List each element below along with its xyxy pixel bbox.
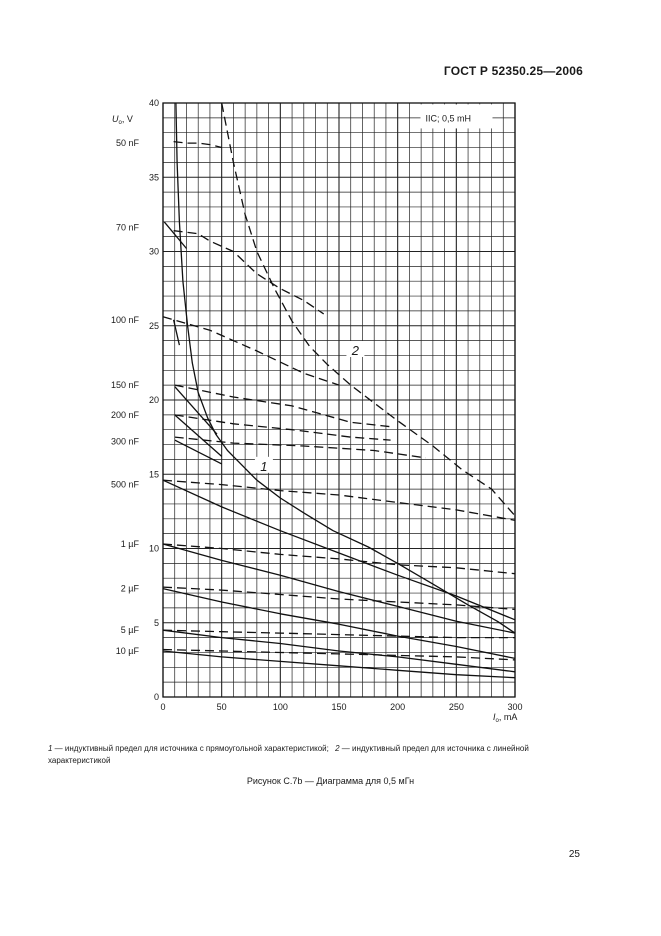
capacitance-label: 10 µF: [115, 645, 139, 656]
x-tick-label: 100: [272, 702, 288, 712]
legend-item-2-number: 2: [335, 744, 340, 753]
legend-item-2-text: — индуктивный предел для источника с линейной характеристикой: [48, 744, 529, 765]
capacitance-label: 2 µF: [120, 583, 139, 594]
x-tick-label: 200: [390, 702, 406, 712]
rectangular-source-limit-curve: [176, 103, 515, 633]
document-id: ГОСТ Р 52350.25—2006: [443, 64, 583, 78]
capacitance-label: 100 nF: [110, 314, 139, 325]
figure-caption: Рисунок С.7b — Диаграмма для 0,5 мГн: [246, 776, 415, 786]
x-tick-label: 250: [448, 702, 464, 712]
x-tick-label: 0: [160, 702, 166, 712]
capacitance-label: 50 nF: [115, 138, 139, 149]
x-tick-label: 300: [507, 702, 523, 712]
linear-source-limit-curve: [174, 142, 222, 148]
linear-source-limit-curve: [175, 415, 391, 440]
inductance-annotation: IIC; 0,5 mH: [425, 113, 471, 124]
linear-source-limit-curve: [174, 231, 324, 314]
linear-source-limit-curve: [222, 103, 515, 516]
y-tick-label: 10: [148, 543, 159, 554]
y-tick-label: 40: [148, 98, 159, 108]
y-tick-label: 0: [153, 692, 159, 702]
y-axis-label: $U_o$, V: [112, 114, 133, 126]
x-axis-label: $I_o$, mA: [493, 712, 518, 724]
y-tick-label: 20: [148, 395, 159, 405]
rectangular-source-limit-curve: [175, 387, 217, 435]
capacitance-label: 1 µF: [120, 539, 139, 550]
curve-label: 1: [260, 458, 268, 474]
y-tick-label: 5: [153, 617, 159, 628]
capacitance-label: 200 nF: [110, 409, 139, 420]
capacitance-label: 5 µF: [120, 625, 139, 636]
legend-item-1-number: 1: [48, 744, 53, 753]
linear-source-limit-curve: [163, 317, 339, 385]
legend-item-1-text: — индуктивный предел для источника с прямоугольной характеристикой;: [52, 744, 329, 753]
x-tick-label: 150: [331, 702, 347, 712]
y-tick-label: 30: [148, 246, 159, 257]
y-tick-label: 15: [148, 469, 159, 480]
legend-note: [48, 743, 593, 767]
x-tick-label: 50: [216, 702, 227, 712]
capacitance-label: 70 nF: [115, 222, 139, 233]
rectangular-source-limit-curve: [164, 222, 186, 249]
y-tick-label: 25: [148, 320, 159, 331]
curve-label: 2: [351, 342, 360, 358]
page-number: 25: [568, 849, 580, 860]
capacitance-label: 300 nF: [110, 436, 139, 447]
capacitance-label: 150 nF: [110, 380, 139, 391]
capacitance-label: 500 nF: [110, 479, 139, 490]
y-tick-label: 35: [148, 172, 159, 183]
